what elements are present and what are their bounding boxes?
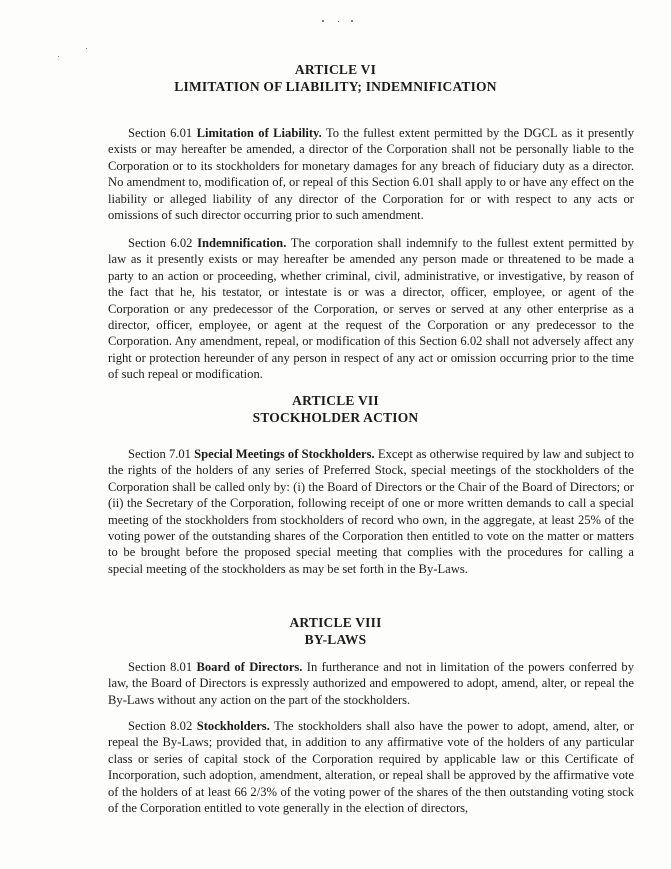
article-6-title: LIMITATION OF LIABILITY; INDEMNIFICATION [174, 79, 497, 94]
section-number: Section 8.01 [128, 660, 193, 674]
article-7-number: ARTICLE VII [292, 393, 379, 408]
article-8-heading [0, 614, 671, 648]
section-text: The corporation shall indemnify to the fullest extent permitted by law as it presently exists or may hereafter be amended any person made or threatened to be made a party to an action or proceeding, whether criminal, civil, administrative, or investigative, by reason of the fact that he, his testator, or intestate is or was a director, officer, employee, or agent of the Corporation or any predecessor of the Corporation, or serves or served at any other enterprise as a director, officer, employee, or agent at the request of the Corporation or any predecessor to the Corporation. Any amendment, repeal, or modification of this Section 6.02 shall not adversely affect any right or protection hereunder of any person in respect of any act or omission occurring prior to the time of such repeal or modification. [108, 236, 635, 382]
scan-speck [322, 20, 324, 22]
section-text: The stockholders shall also have the power to adopt, amend, alter, or repeal the By-Laws; provided that, in addition to any affirmative vote of the holders of any particular class or series of capital stock of the Corporation required by applicable law or this Certificate of Incorporation, such adoption, amendment, alteration, or repeal shall be approved by the affirmative vote of the holders of at least 66 2/3% of the voting power of the shares of the then outstanding voting stock of the Corporation entitled to vote generally in the election of directors, [108, 719, 634, 816]
scan-speck [338, 21, 339, 22]
section-title: Indemnification. [197, 236, 287, 250]
article-8-title: BY-LAWS [304, 632, 367, 647]
section-8-02 [108, 718, 634, 816]
section-title: Special Meetings of Stockholders. [194, 447, 375, 461]
article-7-heading [0, 392, 671, 426]
section-number: Section 6.01 [128, 126, 193, 140]
section-6-01 [108, 125, 634, 223]
scan-speck [86, 48, 87, 49]
scan-speck [58, 56, 59, 57]
scan-speck [351, 20, 353, 22]
section-8-01 [108, 659, 634, 708]
section-text: Except as otherwise required by law and subject to the rights of the holders of any series of Preferred Stock, special meetings of the stockholders of the Corporation shall be called only by: (i) the Board of Directors or the Chair of the Board of Directors; or (ii) the Secretary of the Corporation, following receipt of one or more written demands to call a special meeting of the stockholders from stockholders of record who own, in the aggregate, at least 25% of the voting power of the outstanding shares of the Corporation then entitled to vote on the matter or matters to be brought before the proposed special meeting that complies with the procedures for calling a special meeting of the stockholders as may be set forth in the By-Laws. [108, 447, 634, 576]
article-8-number: ARTICLE VIII [289, 615, 382, 630]
section-number: Section 7.01 [128, 447, 191, 461]
article-6-heading [0, 61, 671, 95]
section-number: Section 8.02 [128, 719, 193, 733]
article-7-title: STOCKHOLDER ACTION [252, 410, 419, 425]
section-title: Limitation of Liability. [196, 126, 322, 140]
section-7-01 [108, 446, 634, 577]
section-title: Stockholders. [196, 719, 270, 733]
section-text: To the fullest extent permitted by the DGCL as it presently exists or may hereafter be amended, a director of the Corporation shall not be personally liable to the Corporation or to its stockholders for monetary damages for any breach of fiduciary duty as a director. No amendment to, modification of, or repeal of this Section 6.01 shall apply to or have any effect on the liability or alleged liability of any director of the Corporation for or with respect to any acts or omissions of such director occurring prior to such amendment. [108, 126, 635, 223]
section-title: Board of Directors. [196, 660, 303, 674]
section-text: In furtherance and not in limitation of the powers conferred by law, the Board of Directors is expressly authorized and empowered to adopt, amend, alter, or repeal the By-Laws without any action on the part of the stockholders. [108, 660, 634, 707]
section-number: Section 6.02 [128, 236, 193, 250]
article-6-number: ARTICLE VI [294, 62, 377, 77]
section-6-02 [108, 235, 634, 383]
